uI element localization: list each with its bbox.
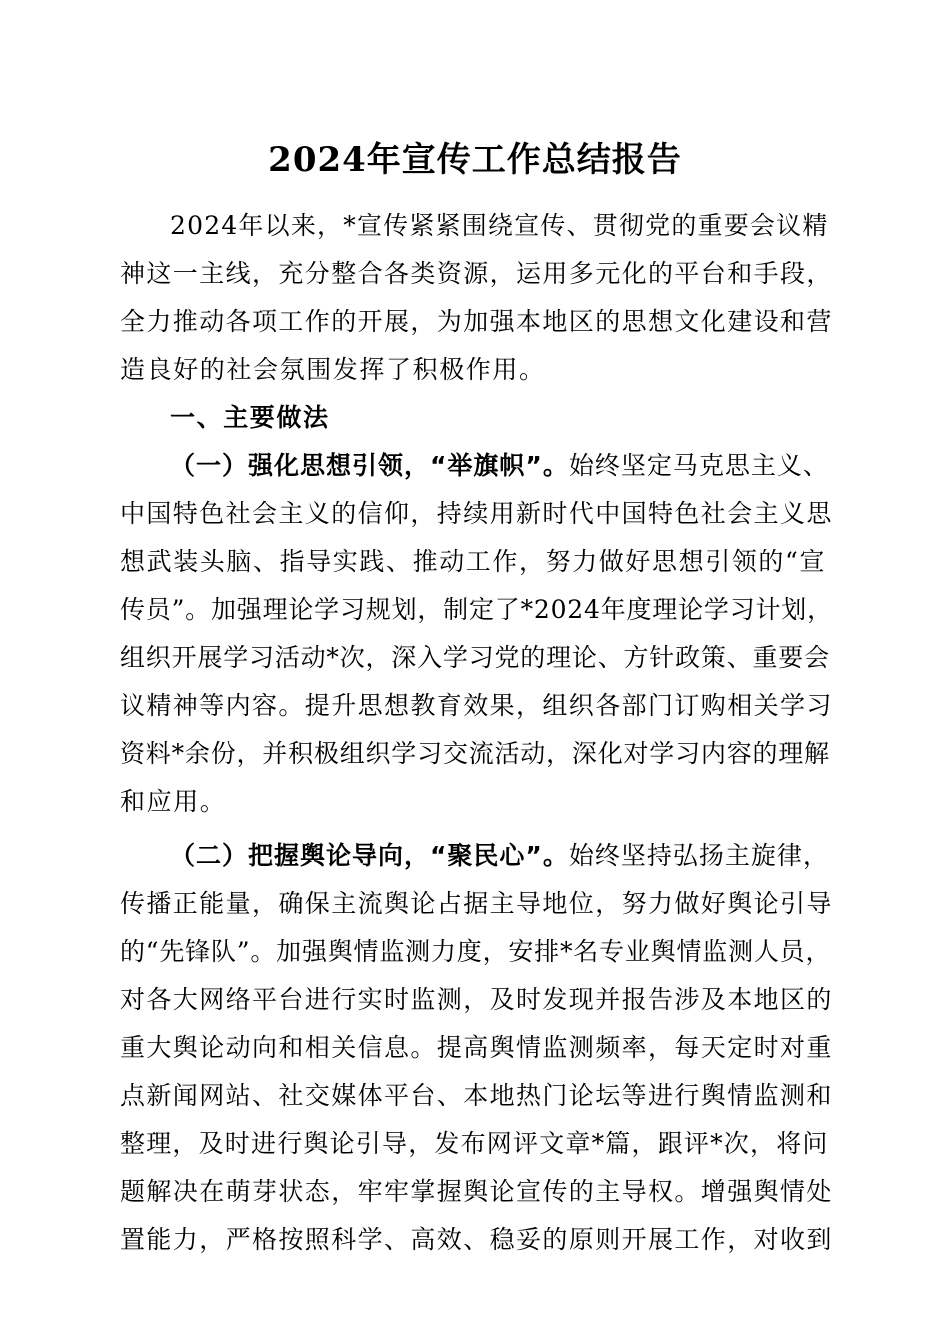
- paragraph-line: 资料*余份，并积极组织学习交流活动，深化对学习内容的理解: [120, 739, 830, 768]
- paragraph-line: 组织开展学习活动*次，深入学习党的理论、方针政策、重要会: [120, 643, 830, 672]
- subsection-heading: （一）强化思想引领，“举旗帜”。: [170, 451, 569, 480]
- paragraph-line: 议精神等内容。提升思想教育效果，组织各部门订购相关学习: [120, 691, 833, 720]
- intro-line: 全力推动各项工作的开展，为加强本地区的思想文化建设和营: [120, 307, 833, 336]
- document-title: 2024年宣传工作总结报告: [268, 140, 682, 180]
- paragraph-line: 传播正能量，确保主流舆论占据主导地位，努力做好舆论引导: [120, 889, 833, 918]
- paragraph-line: 重大舆论动向和相关信息。提高舆情监测频率，每天定时对重: [120, 1033, 833, 1062]
- paragraph-line: 的“先锋队”。加强舆情监测力度，安排*名专业舆情监测人员，: [120, 937, 832, 966]
- intro-line: 神这一主线，充分整合各类资源，运用多元化的平台和手段，: [120, 259, 833, 288]
- intro-line: 2024年以来，*宣传紧紧围绕宣传、贯彻党的重要会议精: [170, 211, 829, 240]
- document-body: [120, 202, 832, 1264]
- paragraph-line: 点新闻网站、社交媒体平台、本地热门论坛等进行舆情监测和: [120, 1081, 833, 1110]
- paragraph-line: 中国特色社会主义的信仰，持续用新时代中国特色社会主义思: [120, 499, 833, 528]
- subsection-text: 始终坚持弘扬主旋律，: [568, 841, 829, 870]
- paragraph-line: 题解决在萌芽状态，牢牢掌握舆论宣传的主导权。增强舆情处: [120, 1177, 833, 1206]
- paragraph-line: 对各大网络平台进行实时监测，及时发现并报告涉及本地区的: [120, 985, 833, 1014]
- paragraph-line: 置能力，严格按照科学、高效、稳妥的原则开展工作，对收到: [120, 1225, 833, 1254]
- paragraph-line: 传员”。加强理论学习规划，制定了*2024年度理论学习计划，: [120, 595, 833, 624]
- subsection-first-line: [120, 442, 832, 490]
- paragraph-line: 想武装头脑、指导实践、推动工作，努力做好思想引领的“宣: [120, 547, 826, 576]
- subsection-text: 始终坚定马克思主义、: [568, 451, 829, 480]
- intro-line: 造良好的社会氛围发挥了积极作用。: [120, 355, 546, 384]
- paragraph-line: 整理，及时进行舆论引导，发布网评文章*篇，跟评*次，将问: [120, 1129, 829, 1158]
- section-heading: 一、主要做法: [170, 403, 330, 432]
- subsection-heading: （二）把握舆论导向，“聚民心”。: [170, 841, 569, 870]
- subsection-first-line: [120, 832, 832, 880]
- paragraph-line: 和应用。: [120, 787, 227, 816]
